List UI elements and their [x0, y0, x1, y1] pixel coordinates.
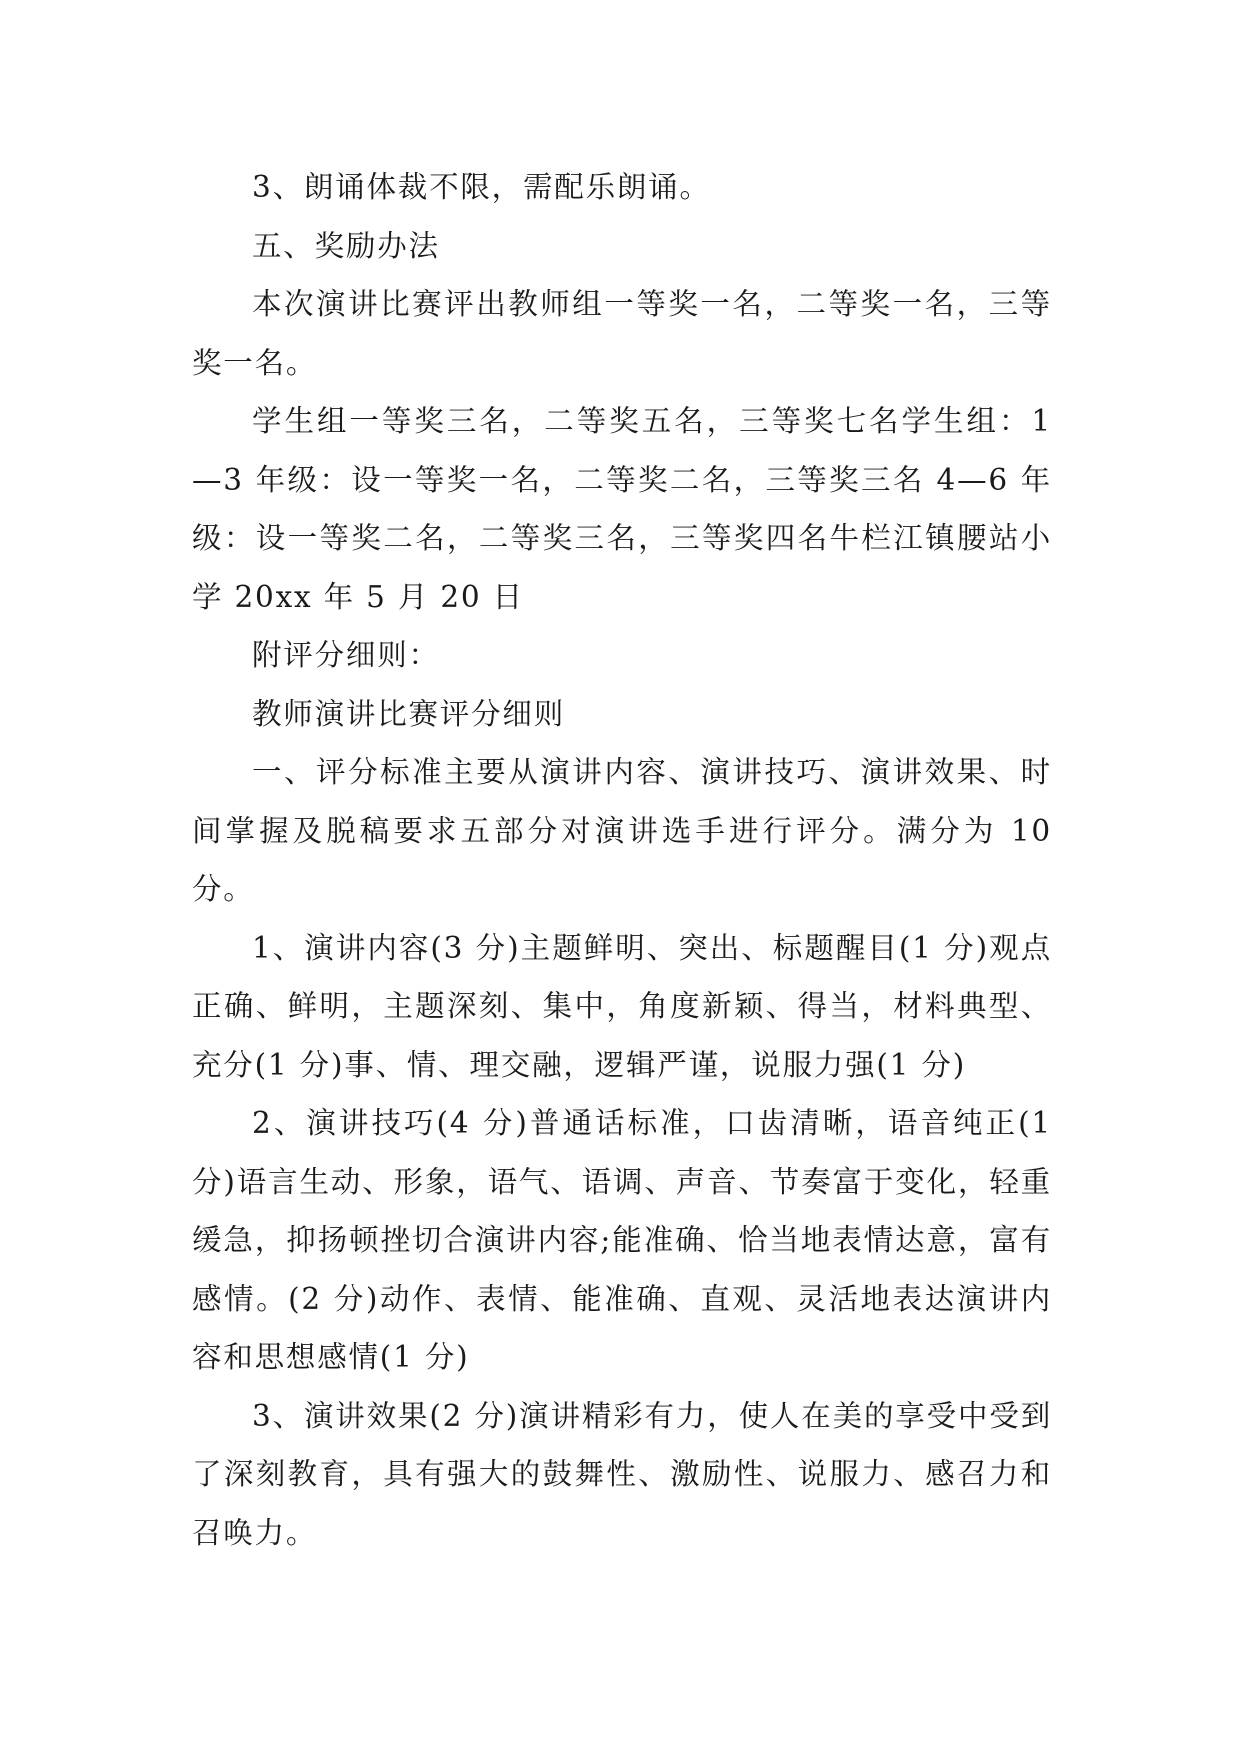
section-heading-awards: 五、奖励办法: [252, 228, 440, 263]
paragraph-speech-effect: 3、演讲效果(2 分)演讲精彩有力，使人在美的享受中受到了深刻教育，具有强大的鼓舞性、激励性、说服力、感召力和召唤力。: [192, 1398, 1052, 1550]
paragraph-rules-title: 教师演讲比赛评分细则: [252, 696, 566, 731]
paragraph-appendix-label: 附评分细则：: [252, 638, 440, 672]
paragraph-student-awards: 学生组一等奖三名，二等奖五名，三等奖七名学生组：1—3 年级：设一等奖一名，二等奖二名，三等奖三名 4—6 年级：设一等奖二名，二等奖三名，三等奖四名牛栏江镇腰站小学 20xx 年 5 月 20 日: [192, 404, 1052, 614]
paragraph-speech-content: 1、演讲内容(3 分)主题鲜明、突出、标题醒目(1 分)观点正确、鲜明，主题深刻、集中，角度新颖、得当，材料典型、充分(1 分)事、情、理交融，逻辑严谨，说服力强(1 分): [192, 930, 1052, 1082]
document-body: [192, 158, 1052, 1562]
paragraph-item-recitation-genre: 3、朗诵体裁不限，需配乐朗诵。: [252, 170, 711, 204]
paragraph-teacher-awards: 本次演讲比赛评出教师组一等奖一名，二等奖一名，三等奖一名。: [192, 287, 1052, 380]
paragraph-scoring-standard: 一、评分标准主要从演讲内容、演讲技巧、演讲效果、时间掌握及脱稿要求五部分对演讲选手进行评分。满分为 10 分。: [192, 755, 1052, 906]
paragraph-speech-skills: 2、演讲技巧(4 分)普通话标准，口齿清晰，语音纯正(1 分)语言生动、形象，语气、语调、声音、节奏富于变化，轻重缓急，抑扬顿挫切合演讲内容;能准确、恰当地表情达意，富有感情。(2 分)动作、表情、能准确、直观、灵活地表达演讲内容和思想感情(1 分): [192, 1106, 1052, 1374]
